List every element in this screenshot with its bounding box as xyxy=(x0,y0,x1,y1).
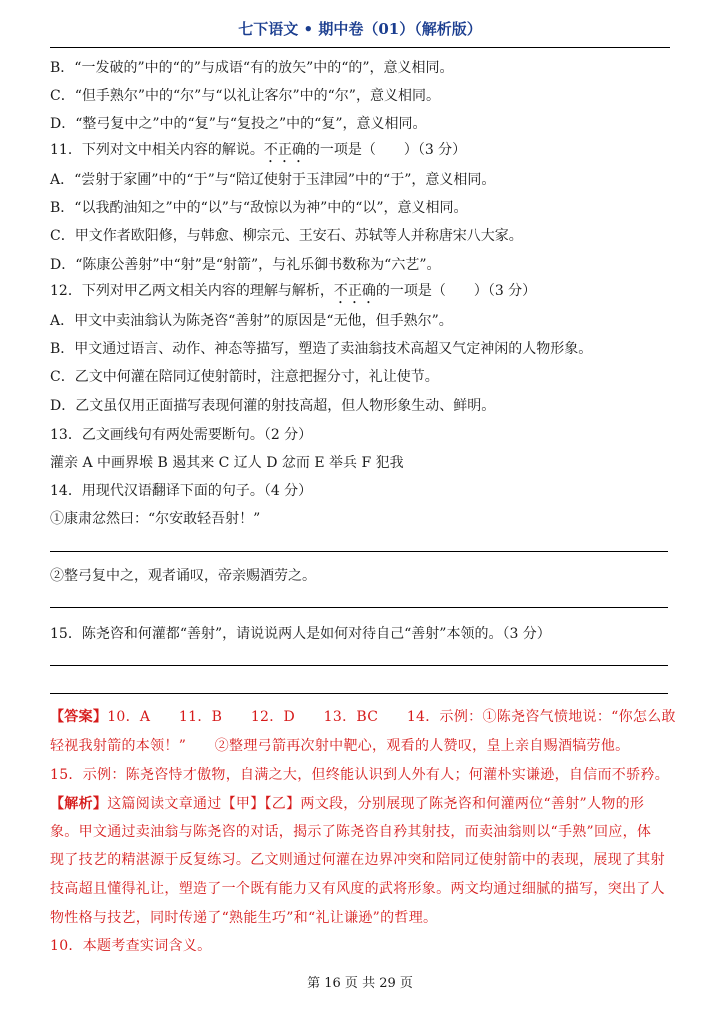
q12-option-a: A．甲文中卖油翁认为陈尧咨“善射”的原因是“无他，但手熟尔”。 xyxy=(50,313,453,329)
q15-answer-line-1 xyxy=(50,665,668,666)
q12-stem-suffix: 的一项是（ ）（3 分） xyxy=(375,283,537,299)
q15-stem: 15．陈尧咨和何灌都“善射”，请说说两人是如何对待自己“善射”本领的。（3 分） xyxy=(50,626,551,642)
q14-stem: 14．用现代汉语翻译下面的句子。（4 分） xyxy=(50,483,313,499)
analysis-line-2: 象。甲文通过卖油翁与陈尧咨的对话，揭示了陈尧咨自矜其射技，而卖油翁则以“手熟”回应，体 xyxy=(50,824,652,840)
q12-option-d: D．乙文虽仅用正面描写表现何灌的射技高超，但人物形象生动、鲜明。 xyxy=(50,398,496,414)
q10-option-b: B．“一发破的”中的“的”与成语“有的放矢”中的“的”，意义相同。 xyxy=(50,60,454,76)
q10-option-c: C．“但手熟尔”中的“尔”与“以礼让客尔”中的“尔”，意义相同。 xyxy=(50,88,440,104)
q11-emphasis: 不正确 xyxy=(263,142,306,158)
q11-option-b: B．“以我酌油知之”中的“以”与“敌惊以为神”中的“以”，意义相同。 xyxy=(50,200,468,216)
analysis-line-4: 技高超且懂得礼让，塑造了一个既有能力又有风度的武将形象。两文均通过细腻的描写，突出了人 xyxy=(50,881,665,897)
q13-sentence: 灌亲 A 中画界堠 B 遏其来 C 辽人 D 忿而 E 举兵 F 犯我 xyxy=(50,455,404,471)
q15-answer-line-2 xyxy=(50,693,668,694)
q11-option-a: A．“尝射于家圃”中的“于”与“陪辽使射于玉津园”中的“于”，意义相同。 xyxy=(50,172,496,188)
analysis-line-1-text: 这篇阅读文章通过【甲】【乙】两文段，分别展现了陈尧咨和何灌两位“善射”人物的形 xyxy=(107,796,645,812)
answer-line-2: 轻视我射箭的本领！” ②整理弓箭再次射中靶心，观看的人赞叹，皇上亲自赐酒犒劳他。 xyxy=(50,738,630,754)
page-footer: 第 16 页 共 29 页 xyxy=(307,976,413,991)
q10-option-d: D．“整弓复中之”中的“复”与“复投之”中的“复”，意义相同。 xyxy=(50,116,427,132)
q12-emphasis: 不正确 xyxy=(333,283,376,299)
answer-line-1-text: 10．A 11．B 12．D 13．BC 14．示例：①陈尧咨气愤地说：“你怎么敢 xyxy=(107,709,676,725)
q12-option-b: B．甲文通过语言、动作、神态等描写，塑造了卖油翁技术高超又气定神闲的人物形象。 xyxy=(50,341,593,357)
q11-option-d: D．“陈康公善射”中“射”是“射箭”，与礼乐御书数称为“六艺”。 xyxy=(50,257,441,273)
q14-sentence-1: ①康肃忿然曰：“尔安敢轻吾射！” xyxy=(50,511,261,527)
answer-line-3: 15．示例：陈尧咨恃才傲物，自满之大，但终能认识到人外有人；何灌朴实谦逊，自信而不骄矜。 xyxy=(50,767,670,783)
page-header-title: 七下语文 • 期中卷（01）（解析版） xyxy=(238,20,482,38)
q14-answer-line-2 xyxy=(50,607,668,608)
q12-stem-prefix: 12．下列对甲乙两文相关内容的理解与解析， xyxy=(50,283,334,299)
analysis-line-3: 现了技艺的精湛源于反复练习。乙文则通过何灌在边界冲突和陪同辽使射箭中的表现，展现了其射 xyxy=(50,852,665,868)
analysis-label: 【解析】 xyxy=(50,796,108,812)
q14-sentence-2: ②整弓复中之，观者诵叹，帝亲赐酒劳之。 xyxy=(50,568,316,584)
q13-stem: 13．乙文画线句有两处需要断句。（2 分） xyxy=(50,427,313,443)
analysis-line-6: 10．本题考查实词含义。 xyxy=(50,938,212,954)
q11-option-c: C．甲文作者欧阳修，与韩愈、柳宗元、王安石、苏轼等人并称唐宋八大家。 xyxy=(50,228,523,244)
q11-stem-suffix: 的一项是（ ）（3 分） xyxy=(305,142,467,158)
q12-stem xyxy=(50,281,680,307)
header-divider xyxy=(50,47,670,48)
answer-label: 【答案】 xyxy=(50,709,108,725)
answer-line-1 xyxy=(50,707,680,727)
q11-stem-prefix: 11．下列对文中相关内容的解说。 xyxy=(50,142,264,158)
q12-option-c: C．乙文中何灌在陪同辽使射箭时，注意把握分寸，礼让使节。 xyxy=(50,369,439,385)
q14-answer-line-1 xyxy=(50,551,668,552)
analysis-line-5: 物性格与技艺，同时传递了“熟能生巧”和“礼让谦逊”的哲理。 xyxy=(50,910,438,926)
q11-stem xyxy=(50,140,680,166)
analysis-line-1 xyxy=(50,794,680,814)
